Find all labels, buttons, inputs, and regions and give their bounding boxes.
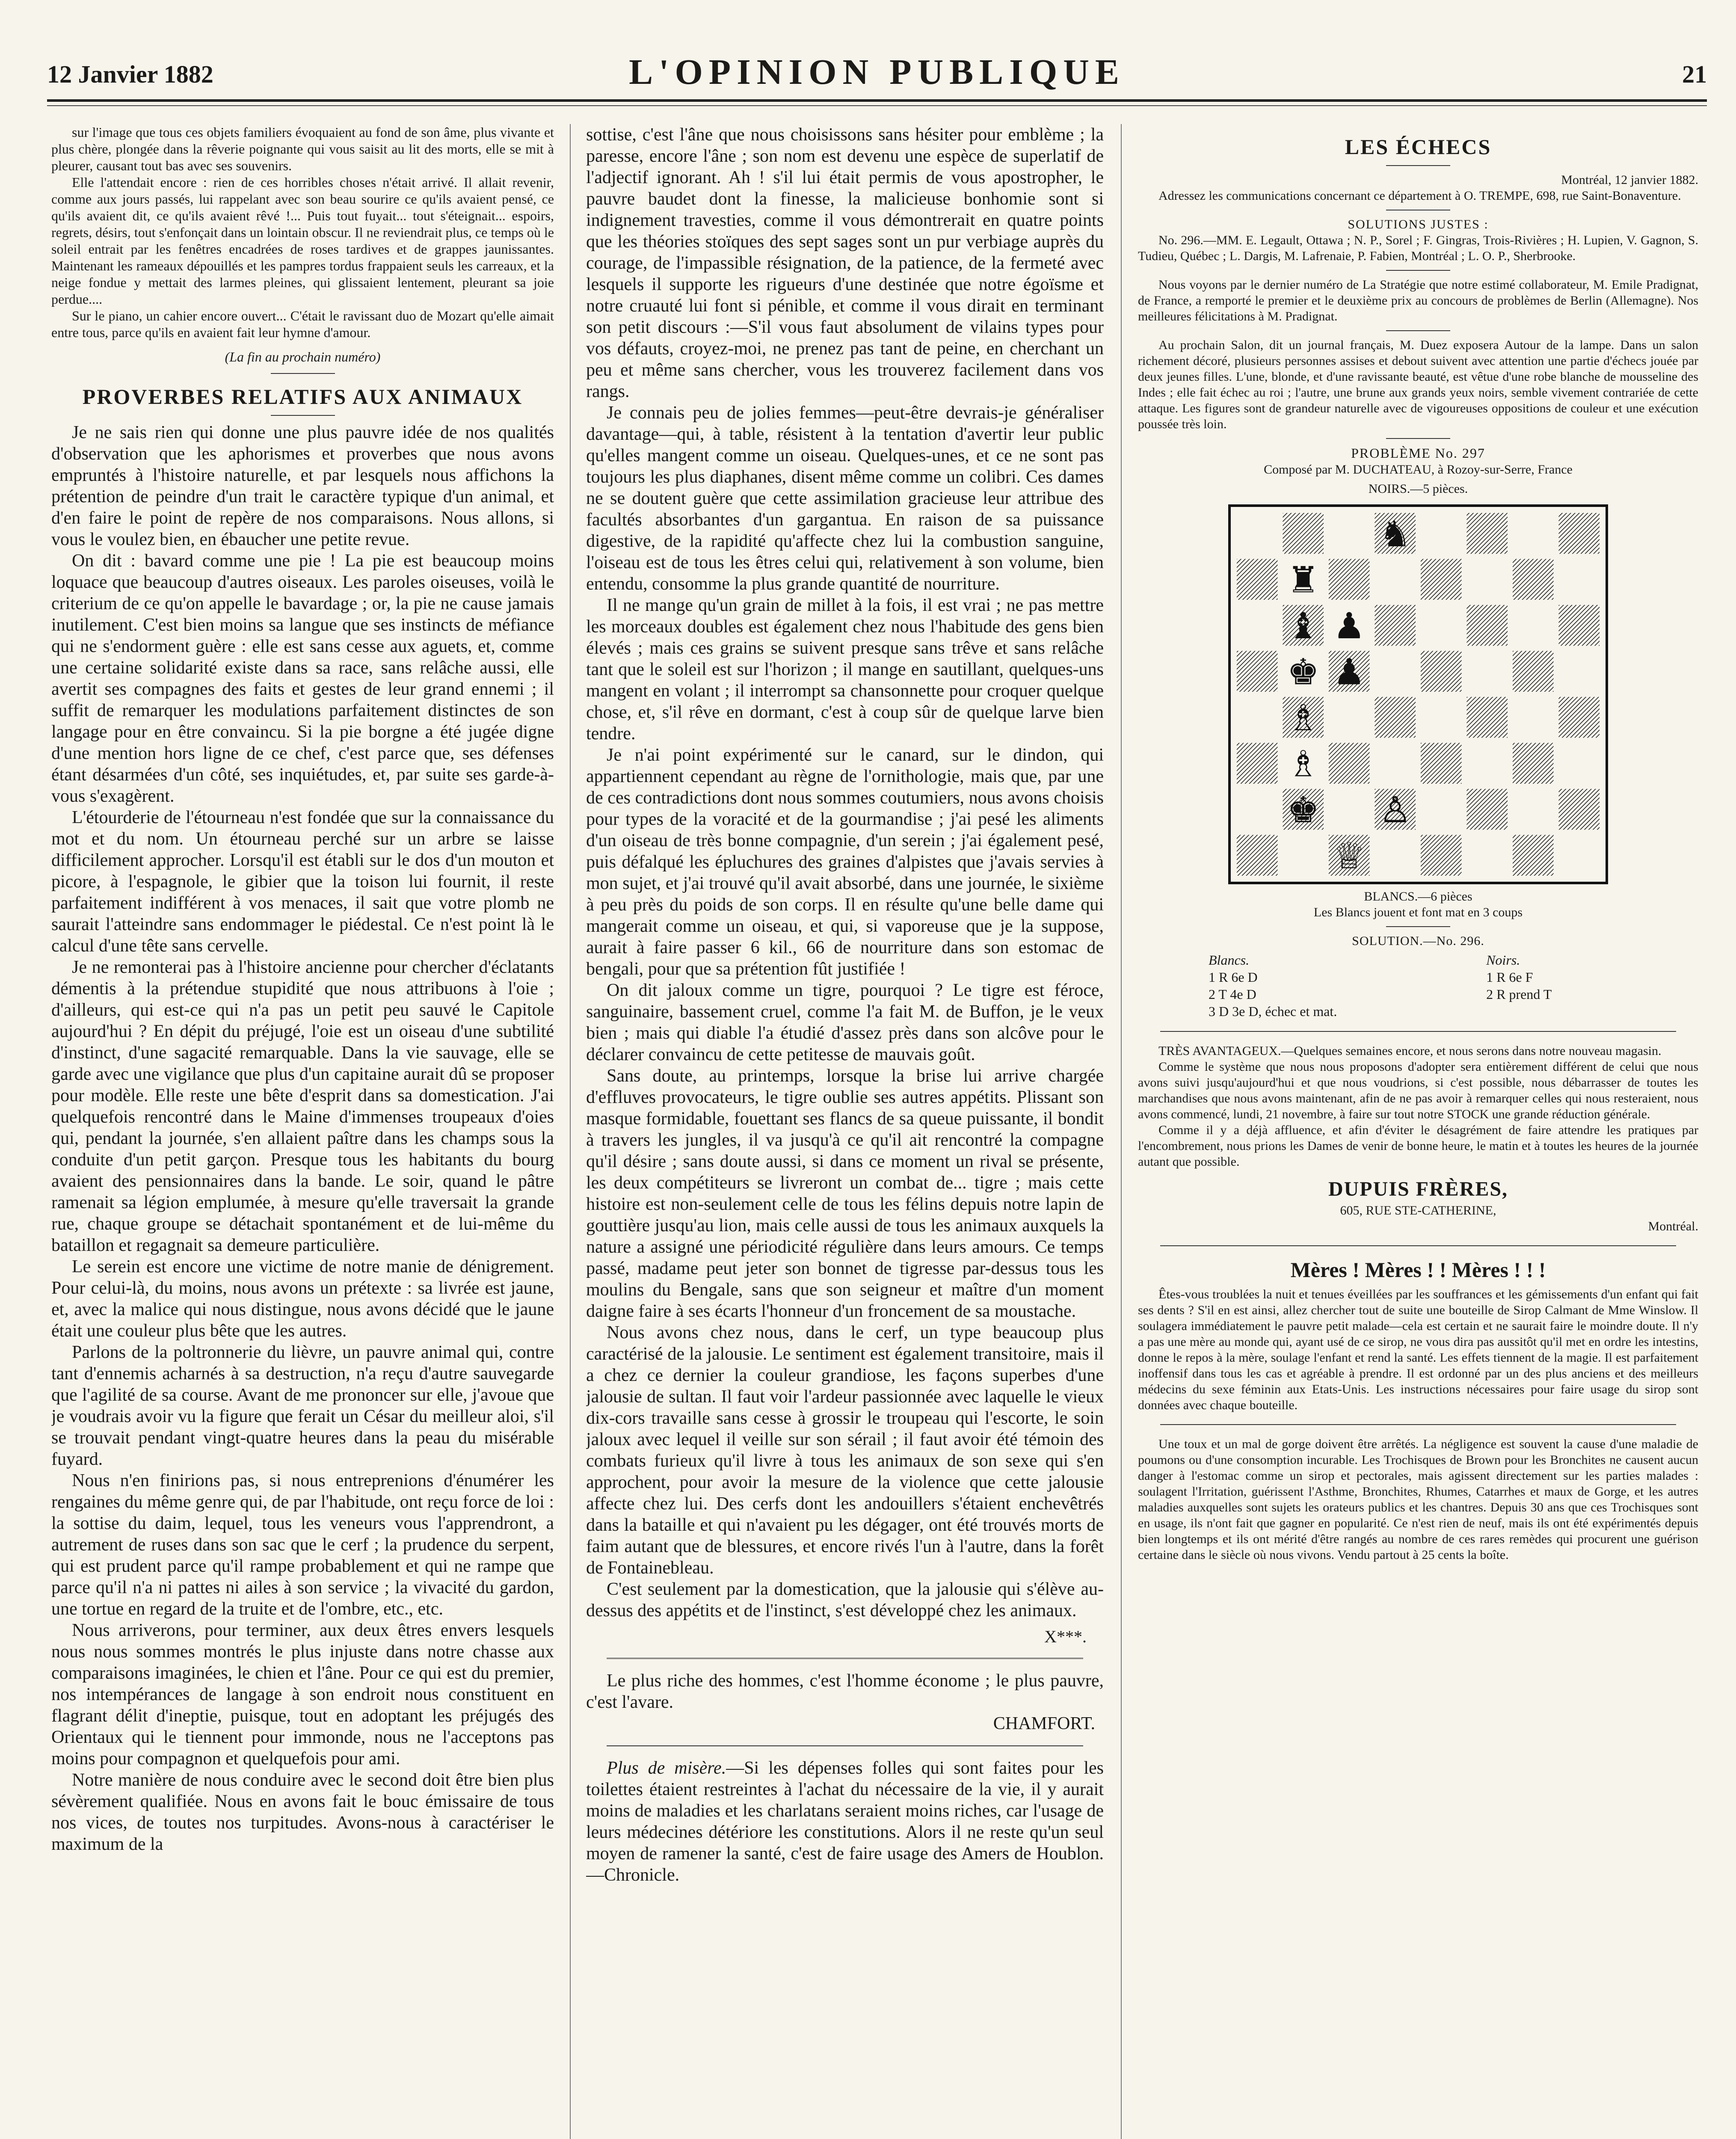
dark-square: [1559, 789, 1600, 830]
dark-square: [1467, 605, 1508, 646]
story-paragraph: sur l'image que tous ces objets familiers évoquaient au fond de son âme, plus vivante et plus chère, plongée dans la rêverie poignante qui vous saisit au lit des morts, elle se mit à pleurer, causant tout bas avec ses souvenirs.: [51, 124, 554, 173]
echecs-address: Adressez les communications concernant ce département à O. TREMPE, 698, rue Saint-Bonaventure.: [1158, 189, 1681, 203]
continued-note: (La fin au prochain numéro): [225, 349, 381, 364]
article-paragraph: Nous arriverons, pour terminer, aux deux êtres envers lesquels nous nous sommes montrés le plus injuste dans notre chasse aux comparaisons imaginées, le chien et l'âne. Pour ce qui est du premier, nos intempérances de langage à son endroit nous constituent en flagrant délit d'ineptie, puisque, tout en adoptant les préjugés des Orientaux qui le tiennent pour immonde, nous ne l'acceptons pas moins pour compagnon et quelquefois pour ami.: [51, 1621, 554, 1769]
mate-instruction: Les Blancs jouent et font mat en 3 coups: [1313, 905, 1523, 919]
dark-square: [1467, 697, 1508, 738]
dark-square: [1513, 835, 1554, 876]
story-paragraph: Elle l'attendait encore : rien de ces horribles choses n'était arrivé. Il allait revenir, comme aux jours passés, lui rappelant avec son beau sourire ce qu'ils avaient pensé, ce qu'ils avaient dit, ce qu'ils avaient rêvé !... Puis tout fuyait... tout s'éteignait... espoirs, regrets, désirs, tout s'enfonçait dans un lointain obscur. Il ne reviendrait plus, ce temps où le soleil entrait par les fenêtres encadrées de roses tardives et de grappes jaunissantes. Maintenant les rameaux dépouillés et les pampres tordus frappaient seuls les carreaux, et la neige fondue y mettait des larmes pleines, qui glissaient lentement, pleurant sa joie perdue....: [51, 175, 554, 307]
article-paragraph: Il ne mange qu'un grain de millet à la fois, il est vrai ; ne pas mettre les morceaux doubles est également chez nous l'habitude des gens bien élevés ; mais ces grains se suivent presque sans trêve et sans relâche tant que le soleil est sur l'horizon ; il mange en sautillant, quelques-uns mangent en volant ; il interrompt sa chansonnette pour croquer quelque chose, et, s'il rêve en dormant, c'est à coup sûr de quelque larve bien tendre.: [586, 595, 1104, 744]
article-paragraph: sottise, c'est l'âne que nous choisissons sans hésiter pour emblème ; la paresse, encore l'âne ; son nom est devenu une espèce de superlatif de l'adjectif ignorant. Ah ! s'il lui était permis de vous apostropher, le pauvre baudet dont la finesse, la malicieuse bonhomie sont si indignement travesties, comme il vous démontrerait en quatre points que les théories stoïques des sept sages sont un pur verbiage auprès du courage, de l'impassible résignation, de la patience, de la fermeté avec lesquels il supporte les rigueurs d'une destinée que notre égoïsme et notre cruauté lui font si pénible, et comme il vous dirait en terminant son petit discours :—S'il vous faut absolument de vilains types pour vos défauts, croyez-moi, ne prenez pas tant de peine, en cherchant un peu et même sans chercher, vous les trouverez facilement dans vos rangs.: [586, 125, 1104, 401]
black-rook-icon: ♜: [1287, 559, 1319, 601]
echecs-dateline: Montréal, 12 janvier 1882.: [1561, 173, 1698, 187]
section-rule: [271, 373, 335, 374]
newspaper-title: L'OPINION PUBLIQUE: [629, 52, 1125, 92]
solutions-title: SOLUTIONS JUSTES :: [1348, 217, 1489, 231]
dark-square: [1375, 605, 1416, 646]
dark-square: [1559, 513, 1600, 554]
dark-square: [1237, 651, 1278, 692]
dark-square: [1513, 559, 1554, 600]
dark-square: [1513, 743, 1554, 784]
article-paragraph: Notre manière de nous conduire avec le second doit être bien plus sévèrement qualifiée. Nous en avons fait le bouc émissaire de tous nos vices, de toutes nos turpitudes. Avons-nous à caractériser le maximum de la: [51, 1770, 554, 1854]
probleme-author: Composé par M. DUCHATEAU, à Rozoy-sur-Serre, France: [1264, 462, 1573, 477]
article-paragraph: Je ne remonterai pas à l'histoire ancienne pour chercher d'éclatants démentis à la prétendue stupidité que nous attribuons à l'oie ; d'ailleurs, qui est-ce qui n'a pas un petit peu sauvé le Capitole aujourd'hui ? En dépit du préjugé, l'oie est un oiseau d'une subtilité d'instinct, d'une sagacité remarquable. Dans la vie sauvage, elle se garde avec une vigilance que plus d'un capitaine aurait dû se proposer pour modèle. Elle reste une bête d'esprit dans sa domestication. J'ai quelquefois rencontré dans le Maine d'immenses troupeaux d'oies qui, pendant la journée, s'en allaient paître dans les champs sous la conduite d'un petit garçon. Presque tous les habitants du bourg avaient des pensionnaires dans la bande. Le soir, quand le pâtre ramenait sa légion emplumée, à mesure qu'elle traversait la grande rue, chaque groupe se détachait spontanément et de lui-même du bataillon et regagnait sa demeure particulière.: [51, 957, 554, 1255]
sol-white-move: 2 T 4e D: [1209, 987, 1256, 1002]
salon-text: Au prochain Salon, dit un journal français, M. Duez exposera Autour de la lampe. Dans un salon richement décoré, plusieurs personnes assises et debout suivent avec attention une partie d'échecs jouée par deux jeunes filles. L'une, blonde, et d'une ravissante beauté, est vêtue d'une robe blanche de mousseline des Indes ; elle fait échec au roi ; l'autre, une brune aux grands yeux noirs, semble vivement contrariée de cette attaque. Les figures sont de grandeur naturelle avec de vigoureuses oppositions de couleur et une exécution poussée très loin.: [1138, 338, 1698, 431]
solution-title: SOLUTION.—No. 296.: [1352, 934, 1484, 948]
black-pawn-icon: ♟: [1333, 651, 1366, 693]
white-bishop-icon: ♗: [1287, 696, 1319, 739]
blancs-label: BLANCS.—6 pièces: [1364, 889, 1472, 904]
proverbes-title: PROVERBES RELATIFS AUX ANIMAUX: [82, 385, 523, 409]
dark-square: [1513, 651, 1554, 692]
meres-text: Êtes-vous troublées la nuit et tenues éveillées par les souffrances et les gémissements d'un enfant qui fait ses dents ? S'il en est ainsi, allez chercher tout de suite une bouteille de Sirop Calmant de Mme Winslow. Il soulagera immédiatement le pauvre petit malade—cela est certain et ne saurait faire le moindre doute. Il n'y a pas une mère au monde qui, ayant usé de ce sirop, ne vous dira pas aussitôt qu'il met en ordre les intestins, donne le repos à la mère, soulage l'enfant et rend la santé. Les effets tiennent de la magie. Il est parfaitement inoffensif dans tous les cas et agréable à prendre. Il est ordonné par un des plus anciens et des meilleurs médecins du sexe féminin aux Etats-Unis. Les instructions nécessaires pour faire usage du sirop sont données avec chaque bouteille.: [1138, 1287, 1698, 1412]
dark-square: [1329, 559, 1370, 600]
section-rule: [271, 415, 335, 416]
solutions-text: No. 296.—MM. E. Legault, Ottawa ; N. P., Sorel ; F. Gingras, Trois-Rivières ; H. Lupien, V. Gagnon, S. Tudieu, Québec ; L. Dargis, M. Lafrenaie, P. Fabien, Montréal ; L. O. P., Sherbrooke.: [1138, 233, 1698, 263]
meres-title: Mères ! Mères ! ! Mères ! ! !: [1290, 1258, 1546, 1282]
misere-text: —Si les dépenses folles qui sont faites pour les toilettes étaient restreintes à l'achat du nécessaire de la vie, il y aurait moins de maladies et les charlatans seraient moins riches, car l'usage de leurs médecines détériore les constitutions. Alors il ne reste qu'un seul moyen de ramener la santé, c'est de faire usage des Amers de Houblon.—Chronicle.: [586, 1758, 1104, 1885]
dupuis-paragraph: Comme il y a déjà affluence, et afin d'éviter le désagrément de faire attendre les pratiques par l'encombrement, nous prions les Dames de venir de bonne heure, le matin et à toutes les heures de la journée autant que possible.: [1138, 1123, 1698, 1169]
sol-white-header: Blancs.: [1209, 952, 1250, 968]
article-signature: X***.: [1044, 1627, 1087, 1646]
sol-white-move: 3 D 3e D, échec et mat.: [1209, 1004, 1337, 1019]
dupuis-name: DUPUIS FRÈRES,: [1328, 1178, 1508, 1200]
page-header: [47, 51, 1707, 94]
section-rule: [1386, 270, 1450, 271]
white-pawn-icon: ♙: [1379, 788, 1411, 831]
header-rule: [47, 99, 1707, 102]
article-paragraph: L'étourderie de l'étourneau n'est fondée que sur la connaissance du mot et du nom. Un étourneau perché sur un arbre se laisse difficilement approcher. Lorsqu'il est établi sur le dos d'un mouton et picore, à l'espagnole, le gibier que la toison lui fournit, il reste parfaitement indifférent à vos menaces, il sait que votre plomb ne saurait l'atteindre sans endommager le piédestal. Ce n'est point là le calcul d'une tête sans cervelle.: [51, 808, 554, 956]
dark-square: [1559, 605, 1600, 646]
column-divider: [1121, 124, 1122, 2139]
echecs-title: LES ÉCHECS: [1345, 135, 1492, 159]
dark-square: [1237, 559, 1278, 600]
dark-square: [1559, 697, 1600, 738]
avantageux-lead: TRÈS AVANTAGEUX.: [1158, 1044, 1281, 1058]
sol-black-move: 1 R 6e F: [1486, 969, 1533, 985]
section-rule: [1160, 1245, 1676, 1246]
chess-board: [1228, 504, 1608, 884]
dark-square: [1237, 743, 1278, 784]
dark-square: [1375, 697, 1416, 738]
dark-square: [1467, 513, 1508, 554]
column-2: [586, 124, 1104, 2139]
article-paragraph: On dit jaloux comme un tigre, pourquoi ? Le tigre est féroce, sanguinaire, bassement cruel, comme l'a fait M. de Buffon, je le veux bien ; mais qui diable l'a étudié d'assez près dans son alcôve pour le déclarer convaincu de cette petitesse de mauvais goût.: [586, 981, 1104, 1064]
dupuis-city: Montréal.: [1648, 1219, 1698, 1233]
article-paragraph: Je n'ai point expérimenté sur le canard, sur le dindon, qui appartiennent cependant au règne de l'ornithologie, mais que, par une de ces contradictions dont nous sommes coutumiers, nous avons choisis pour types de la voracité et de la gourmandise ; j'ai pesé les aliments d'un oiseau de très bonne compagnie, d'un serein ; j'ai également pesé, puis défalqué les épluchures des graines d'alpistes que j'avais servies à mon sujet, et j'ai trouvé qu'il avait absorbé, dans une journée, le sixième à peu près du poids de son corps. Il en résulte qu'une belle dame qui mangerait comme un oiseau, et qui, si vaporeuse que je la suppose, aurait à faire passer 6 kil., 66 de nourriture dans son estomac de bengali, pour que sa prétention fût justifiée !: [586, 745, 1104, 979]
article-paragraph: Je connais peu de jolies femmes—peut-être devrais-je généraliser davantage—qui, à table, résistent à la tentation d'avertir leur public qu'elles mangent comme un oiseau. Quelques-unes, et ce ne sont pas toujours les plus diaphanes, disent même comme un colibri. Ces dames ne se doutent guère que cette assimilation gracieuse leur attribue des facultés absorbantes d'un gargantua. En raison de sa puissance digestive, de la rapidité qu'affecte chez lui la combustion sanguine, l'oiseau est de tous les êtres celui qui, relativement à son volume, bien entendu, consomme la plus grande quantité de nourriture.: [586, 403, 1104, 594]
quote-text: Le plus riche des hommes, c'est l'homme économe ; le plus pauvre, c'est l'avare.: [586, 1671, 1104, 1712]
dark-square: [1237, 835, 1278, 876]
white-queen-icon: ♕: [1333, 835, 1366, 877]
article-paragraph: Sans doute, au printemps, lorsque la brise lui arrive chargée d'effluves provocateurs, le tigre oublie ses autres appétits. Plissant son masque formidable, fouettant ses flancs de sa queue puissante, il bondit à travers les jungles, il va jusqu'à ce qu'il ait rencontré la compagne qu'il désire ; sans doute aussi, si dans ce moment un rival se présente, les deux compétiteurs se livreront un combat de... tigre ; mais cette histoire est non-seulement celle de tous les félins depuis notre lapin de gouttière jusqu'au lion, mais celle aussi de tous les animaux auxquels la nature a assigné une périodicité régulière dans leurs amours. Ce temps passé, madame peut jeter son bonnet de tigresse par-dessus tous les moulins du Bengale, sans que son seigneur et maître d'un moment daigne faire à ses écarts l'honneur d'un froncement de sa moustache.: [586, 1066, 1104, 1321]
toux-text: Une toux et un mal de gorge doivent être arrêtés. La négligence est souvent la cause d'une maladie de poumons ou d'une consomption incurable. Les Trochisques de Brown pour les Bronchites ne causent aucun danger à l'estomac comme un sirop et pectorales, mais agissent directement sur les parties malades : soulagent l'Irritation, guérissent l'Asthme, Bronchites, Rhumes, Catarrhes et maux de Gorge, et les autres maladies auxquelles sont sujets les orateurs publics et les chantres. Depuis 30 ans que ces Trochisques sont en usage, ils n'ont fait que gagner en popularité. Ce n'est rien de neuf, mais ils ont été expérimentés depuis bien longtemps et ils ont mérité d'être rangés au nombre de ces rares remèdes qui procurent une guérison certaine dans le siècle où nous vivons. Vendu partout à 25 cents la boîte.: [1138, 1437, 1698, 1562]
column-3: [1138, 124, 1698, 2139]
section-rule: [607, 1745, 1083, 1746]
section-rule: [607, 1658, 1083, 1659]
article-paragraph: Le serein est encore une victime de notre manie de dénigrement. Pour celui-là, du moins, nous avons un prétexte : sa livrée est jaune, et, avec la malice qui nous distingue, nous avons décidé que le jaune était une couleur plus bête que les autres.: [51, 1257, 554, 1341]
header-rule-thin: [47, 105, 1707, 106]
dark-square: [1421, 743, 1462, 784]
dark-square: [1467, 789, 1508, 830]
white-bishop-icon: ♗: [1287, 743, 1319, 785]
black-bishop-icon: ♝: [1287, 604, 1319, 647]
dark-square: [1329, 743, 1370, 784]
section-rule: [1160, 1031, 1676, 1032]
dark-square: [1421, 651, 1462, 692]
story-paragraph: Sur le piano, un cahier encore ouvert... C'était le ravissant duo de Mozart qu'elle aimait entre tous, parce qu'ils en avaient fait leur hymne d'amour.: [51, 308, 554, 340]
white-king-icon: ♚: [1287, 788, 1319, 831]
column-divider: [570, 124, 571, 2139]
article-paragraph: Nous avons chez nous, dans le cerf, un type beaucoup plus caractérisé de la jalousie. Le sentiment est également transitoire, mais il a chez ce dernier la couleur grandiose, les façons superbes d'une jalousie de sultan. Il faut voir l'ardeur passionnée avec laquelle le vieux dix-cors travaille sans cesse à grossir le troupeau qui l'escorte, le soin jaloux avec lequel il veille sur son sérail ; il faut avoir été témoin des combats furieux qu'il livre à tous les animaux de son sexe qui s'en approchent, pour avoir la mesure de la violence que cette jalousie affecte chez lui. Des cerfs dont les andouillers s'étaient enchevêtrés dans la bataille et qui n'avaient pu les dégager, ont été trouvés morts de faim autant que de blessures, et encore rivés l'un à l'autre, dans la forêt de Fontainebleau.: [586, 1323, 1104, 1578]
dark-square: [1421, 559, 1462, 600]
black-pawn-icon: ♟: [1333, 604, 1366, 647]
quote-author: CHAMFORT.: [993, 1714, 1095, 1733]
section-rule: [1386, 438, 1450, 439]
issue-date: 12 Janvier 1882: [47, 60, 213, 88]
avantageux-text: —Quelques semaines encore, et nous serons dans notre nouveau magasin.: [1281, 1044, 1662, 1058]
article-paragraph: Nous n'en finirions pas, si nous entreprenions d'énumérer les rengaines du même genre qui, de par l'habitude, ont reçu force de loi : la sottise du daim, lequel, tous les veneurs vous l'apprendront, a autrement de ruses dans son sac que le cerf ; la prudence du serpent, qui est prudent parce qu'il rampe probablement et qui ne rampe que parce qu'il n'a ni pattes ni ailes à son service ; la vivacité du gardon, une tortue en regard de la truite et de l'ombre, etc., etc.: [51, 1471, 554, 1619]
article-paragraph: C'est seulement par la domestication, que la jalousie qui s'élève au-dessus des appétits et de l'instinct, s'est développé chez les animaux.: [586, 1579, 1104, 1621]
sol-black-header: Noirs.: [1486, 952, 1520, 968]
black-knight-icon: ♞: [1379, 513, 1411, 555]
article-paragraph: Je ne sais rien qui donne une plus pauvre idée de nos qualités d'observation que les aphorismes et proverbes que nous avons empruntés à l'histoire naturelle, et par lesquels nous affichons la prétention de peindre d'un trait le caractère typique d'un animal, et d'en faire le point de repère de nos comparaisons. Nous allons, si vous le voulez bien, en ébaucher une petite revue.: [51, 423, 554, 549]
sol-white-move: 1 R 6e D: [1209, 969, 1258, 985]
column-1: [51, 124, 554, 2139]
section-rule: [1386, 330, 1450, 331]
article-paragraph: On dit : bavard comme une pie ! La pie est beaucoup moins loquace que beaucoup d'autres oiseaux. Les paroles oiseuses, voilà le criterium de ce qu'on appelle le bavardage ; or, la pie ne cause jamais inutilement. C'est bien moins sa langue que ses instincts de méfiance qui ne s'endorment guère : elle est sans cesse aux aguets, et, comme une certaine solidarité existe dans sa race, sans relâche aussi, elle avertit ses compagnes des faits et gestes de leur grand ennemi ; il suffit de remarquer les modulations parfaitement distinctes de son langage pour en être convaincu. Si la pie borgne a été jugée digne d'une mention hors ligne de ce chef, c'est parce que, ses défenses étant désarmées d'un côté, ses inquiétudes, et, par suite ses garde-à-vous s'exagèrent.: [51, 551, 554, 806]
probleme-title: PROBLÈME No. 297: [1351, 445, 1485, 461]
section-rule: [1386, 165, 1450, 166]
dupuis-address: 605, RUE STE-CATHERINE,: [1340, 1203, 1496, 1218]
black-king-icon: ♚: [1287, 651, 1319, 693]
strategie-text: Nous voyons par le dernier numéro de La Stratégie que notre estimé collaborateur, M. Emile Pradignat, de France, a remporté le premier et le deuxième prix au concours de problèmes de Berlin (Allemagne). Nos meilleures félicitations à M. Pradignat.: [1138, 278, 1698, 323]
dark-square: [1421, 835, 1462, 876]
article-paragraph: Parlons de la poltronnerie du lièvre, un pauvre animal qui, contre tant d'ennemis acharnés à sa destruction, n'a reçu d'autre sauvegarde que l'agilité de sa course. Avant de me prononcer sur elle, j'avoue que je voudrais avoir vu la figure que ferait un César du meilleur aloi, s'il se trouvait pendant vingt-quatre heures dans la peau du misérable fuyard.: [51, 1342, 554, 1469]
noirs-label: NOIRS.—5 pièces.: [1368, 482, 1468, 496]
dark-square: [1283, 513, 1324, 554]
section-rule: [1386, 926, 1450, 927]
dupuis-paragraph: Comme le système que nous nous proposons d'adopter sera entièrement différent de celui que nous avons suivi jusqu'aujourd'hui et que nous voudrions, si c'est possible, nous débarrasser de toutes les marchandises que nous avons maintenant, afin de ne pas avoir à remarquer celles qui nous resteraient, nous avons commencé, lundi, 21 novembre, à faire sur tout notre STOCK une grande réduction générale.: [1138, 1060, 1698, 1121]
solution-table: [1204, 951, 1632, 1020]
misere-lead: Plus de misère.: [607, 1758, 726, 1778]
chess-board-diagram: [1234, 510, 1602, 878]
sol-black-move: 2 R prend T: [1486, 987, 1552, 1002]
section-rule: [1160, 1424, 1676, 1425]
page-number: 21: [1682, 60, 1707, 88]
